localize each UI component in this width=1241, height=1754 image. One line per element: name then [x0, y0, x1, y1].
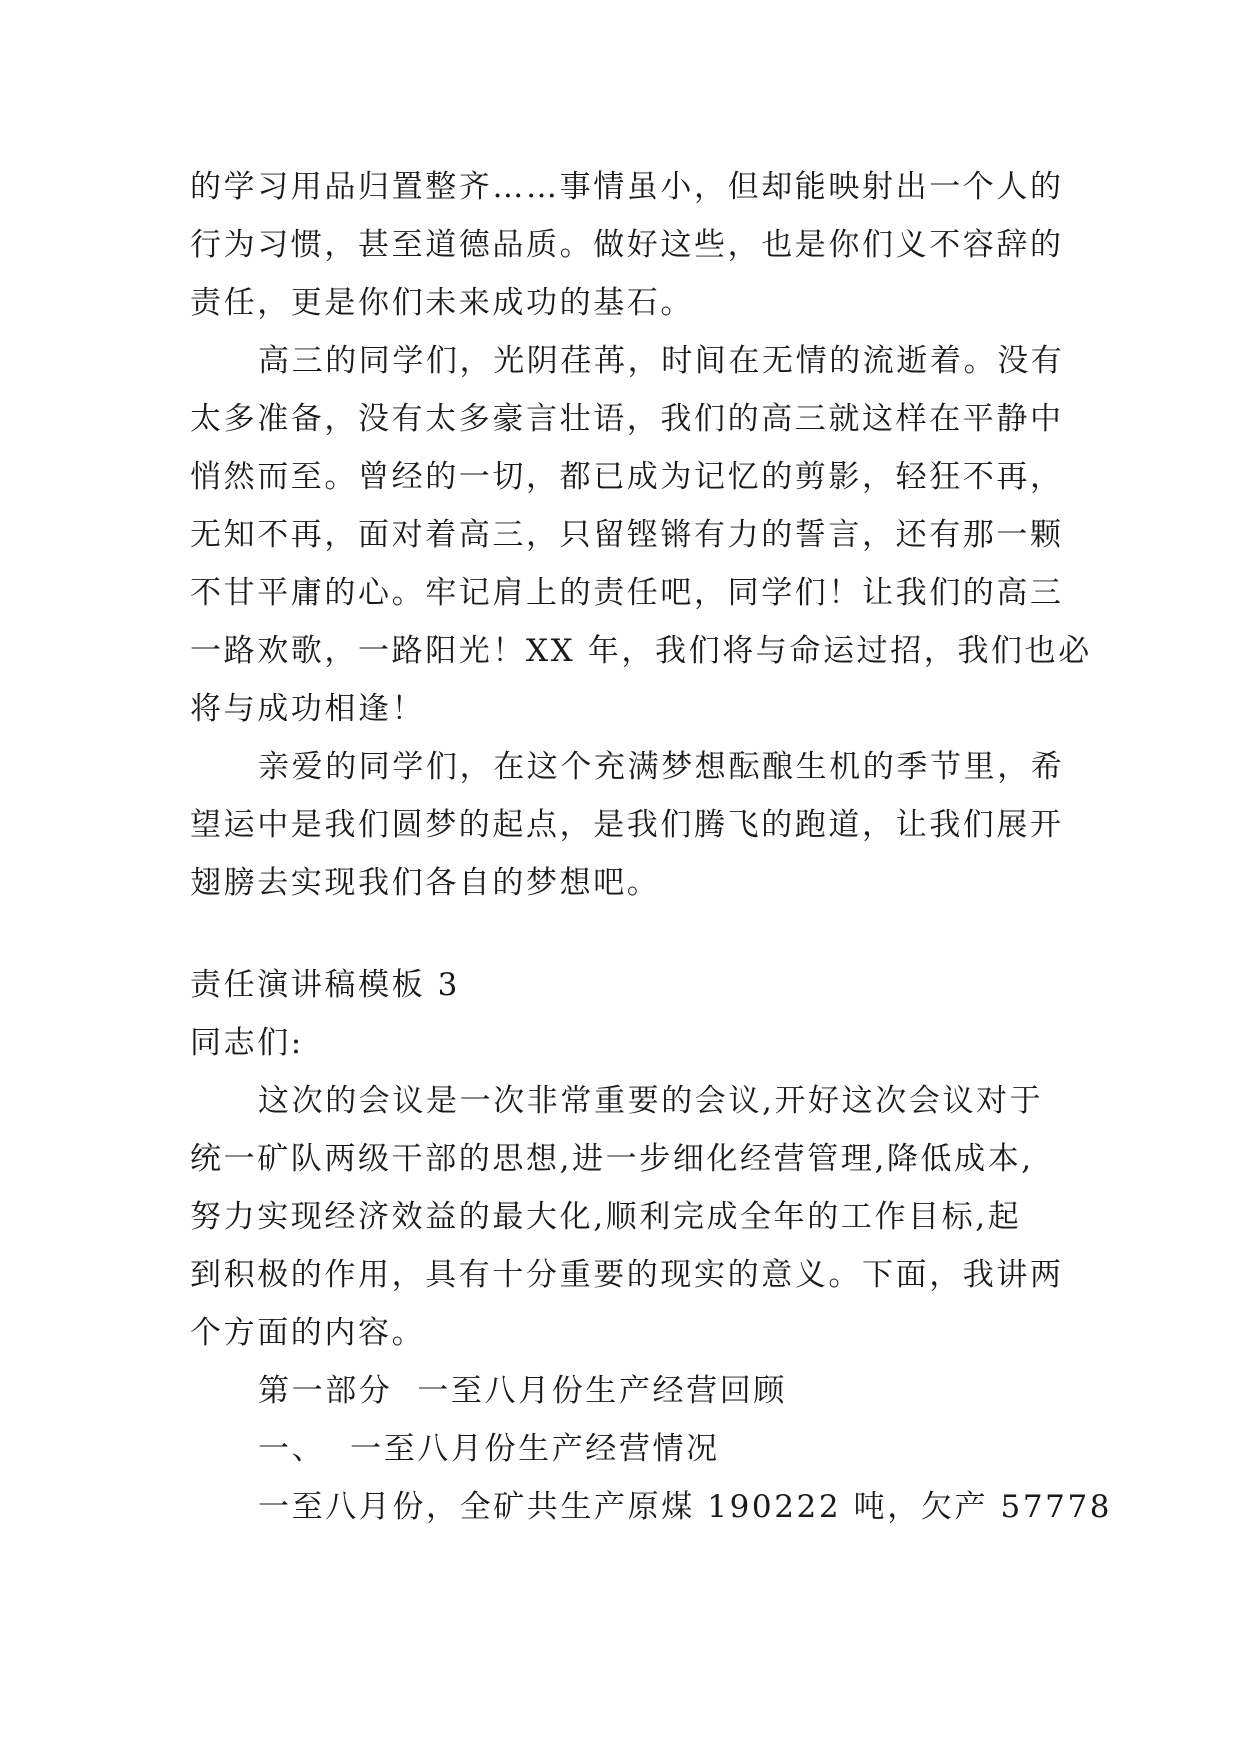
text-line: 的学习用品归置整齐……事情虽小，但却能映射出一个人的 [190, 169, 1064, 205]
text-line: 个方面的内容。 [190, 1315, 426, 1351]
paragraph-first-line: 一至八月份，全矿共生产原煤 190222 吨，欠产 57778 [258, 1489, 1113, 1525]
text-line: 悄然而至。曾经的一切，都已成为记忆的剪影，轻狂不再， [190, 459, 1064, 495]
section-spacer [190, 912, 1060, 956]
text-line: 翅膀去实现我们各自的梦想吧。 [190, 865, 661, 901]
text-line: 努力实现经济效益的最大化,顺利完成全年的工作目标,起 [190, 1199, 1022, 1235]
paragraph-first-line: 亲爱的同学们，在这个充满梦想酝酿生机的季节里，希 [258, 749, 1065, 785]
text-line: 一路欢歌，一路阳光！XX 年，我们将与命运过招，我们也必 [190, 633, 1092, 669]
text-line: 统一矿队两级干部的思想,进一步细化经营管理,降低成本, [190, 1141, 1034, 1177]
text-line: 将与成功相逢！ [190, 691, 426, 727]
section-heading: 责任演讲稿模板 3 [190, 967, 460, 1003]
text-line: 行为习惯，甚至道德品质。做好这些，也是你们义不容辞的 [190, 227, 1064, 263]
part-title: 第一部分 一至八月份生产经营回顾 [258, 1373, 787, 1409]
text-line: 不甘平庸的心。牢记肩上的责任吧，同学们！让我们的高三 [190, 575, 1064, 611]
text-line: 无知不再，面对着高三，只留铿锵有力的誓言，还有那一颗 [190, 517, 1064, 553]
paragraph-first-line: 高三的同学们，光阴荏苒，时间在无情的流逝着。没有 [258, 343, 1065, 379]
text-line: 责任，更是你们未来成功的基石。 [190, 285, 694, 321]
sub-heading: 一、 一至八月份生产经营情况 [258, 1431, 720, 1467]
salutation: 同志们: [190, 1025, 304, 1061]
text-line: 太多准备，没有太多豪言壮语，我们的高三就这样在平静中 [190, 401, 1064, 437]
text-line: 到积极的作用，具有十分重要的现实的意义。下面，我讲两 [190, 1257, 1064, 1293]
text-line: 望运中是我们圆梦的起点，是我们腾飞的跑道，让我们展开 [190, 807, 1064, 843]
paragraph-first-line: 这次的会议是一次非常重要的会议,开好这次会议对于 [258, 1083, 1044, 1119]
document-body [190, 158, 1113, 1536]
